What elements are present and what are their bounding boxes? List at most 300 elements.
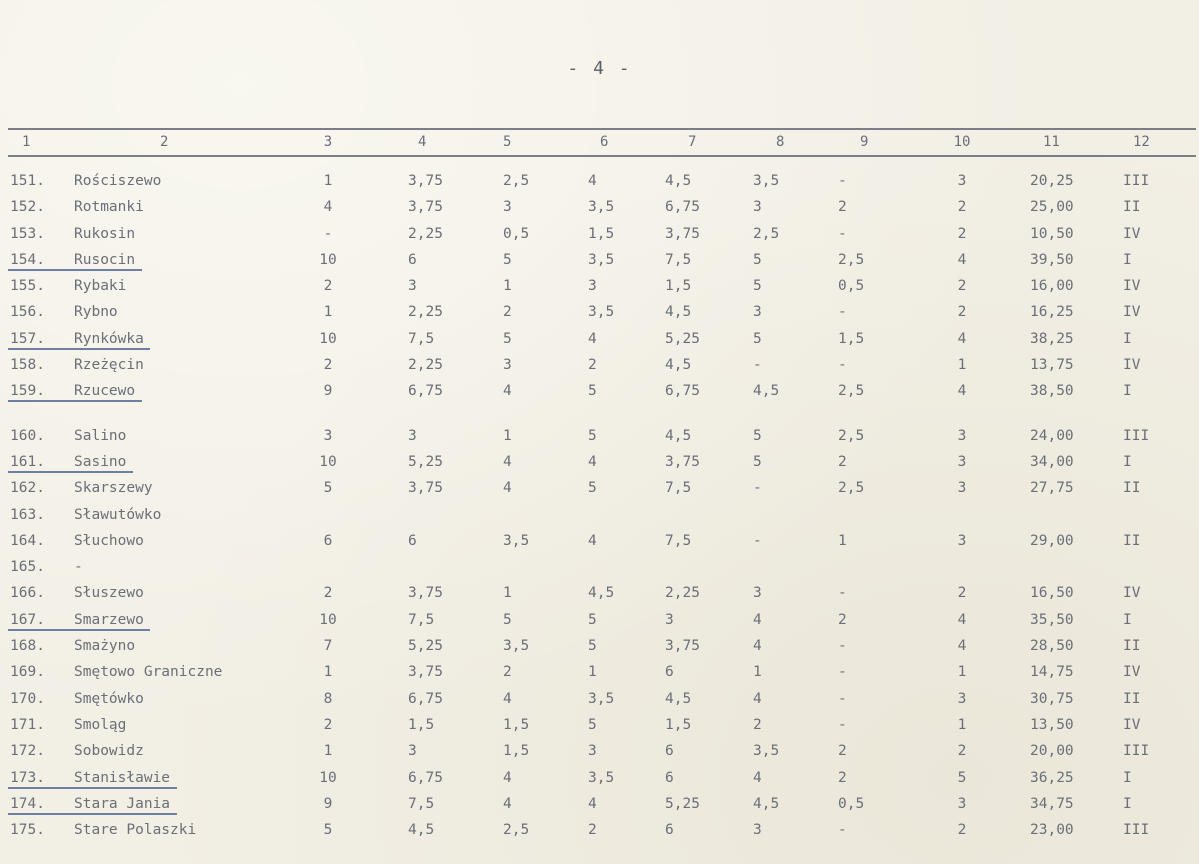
page-number: - 4 - bbox=[567, 58, 632, 79]
col-4-value: 6 bbox=[408, 532, 417, 549]
table-row bbox=[8, 352, 1196, 378]
row-number: 160. bbox=[10, 427, 45, 444]
col-4-value: 3,75 bbox=[408, 199, 443, 216]
table-row bbox=[8, 194, 1196, 220]
table-row bbox=[8, 738, 1196, 764]
category-value: I bbox=[1123, 453, 1132, 470]
col-3-value: 5 bbox=[323, 480, 333, 497]
col-9-value: - bbox=[838, 173, 847, 189]
column-header-11: 11 bbox=[1043, 134, 1060, 150]
col-4-value: 1,5 bbox=[408, 716, 435, 733]
col-5-value: 4 bbox=[503, 453, 512, 470]
place-name: Sasino bbox=[74, 453, 127, 470]
col-8-value: 3 bbox=[753, 585, 762, 602]
table-row bbox=[8, 168, 1196, 194]
total-value: 24,00 bbox=[1030, 427, 1074, 444]
col-9-value: 1 bbox=[838, 532, 847, 549]
col-9-value: - bbox=[838, 585, 847, 602]
row-number: 174. bbox=[10, 795, 45, 812]
col-7-value: 1,5 bbox=[665, 278, 692, 295]
category-value: IV bbox=[1123, 716, 1141, 733]
row-underline bbox=[8, 269, 142, 271]
col-6-value: 3,5 bbox=[588, 690, 615, 707]
col-10-value: 4 bbox=[957, 638, 967, 655]
col-3-value: 2 bbox=[323, 278, 333, 295]
col-10-value: 1 bbox=[957, 357, 967, 374]
column-header-1: 1 bbox=[22, 134, 31, 150]
col-9-value: - bbox=[838, 225, 847, 242]
table-top-rule bbox=[8, 128, 1196, 130]
table-row bbox=[8, 423, 1196, 449]
category-value: IV bbox=[1123, 664, 1141, 681]
col-7-value: 7,5 bbox=[665, 532, 692, 549]
category-value: IV bbox=[1123, 225, 1141, 242]
col-3-value: 6 bbox=[323, 532, 333, 549]
col-8-value: - bbox=[753, 480, 762, 497]
col-10-value: 3 bbox=[957, 795, 967, 812]
col-4-value: 3 bbox=[408, 427, 417, 444]
col-8-value: 5 bbox=[753, 251, 762, 268]
col-4-value: 7,5 bbox=[408, 330, 435, 347]
total-value: 34,75 bbox=[1030, 795, 1074, 812]
col-4-value: 3 bbox=[408, 278, 417, 295]
col-6-value: 5 bbox=[588, 611, 597, 628]
col-8-value: 3,5 bbox=[753, 743, 780, 760]
col-5-value: 2,5 bbox=[503, 822, 530, 839]
column-header-7: 7 bbox=[688, 134, 697, 150]
total-value: 27,75 bbox=[1030, 480, 1074, 497]
total-value: 34,00 bbox=[1030, 453, 1074, 470]
column-header-3: 3 bbox=[323, 134, 333, 150]
col-9-value: 2 bbox=[838, 453, 847, 470]
col-7-value: 7,5 bbox=[665, 251, 692, 268]
total-value: 16,00 bbox=[1030, 278, 1074, 295]
col-3-value: 1 bbox=[323, 304, 333, 321]
place-name: Rynkówka bbox=[74, 330, 144, 347]
table-row bbox=[8, 528, 1196, 554]
table-row bbox=[8, 659, 1196, 685]
category-value: II bbox=[1123, 532, 1141, 549]
col-3-value: 2 bbox=[323, 357, 333, 374]
col-7-value: 3,75 bbox=[665, 453, 700, 470]
col-6-value: 2 bbox=[588, 357, 597, 374]
col-3-value: 4 bbox=[323, 199, 333, 216]
col-3-value: 10 bbox=[319, 330, 337, 347]
column-header-9: 9 bbox=[860, 134, 869, 150]
place-name: Rukosin bbox=[74, 225, 136, 242]
col-4-value: 3 bbox=[408, 743, 417, 760]
col-5-value: 2 bbox=[503, 304, 512, 321]
col-9-value: - bbox=[838, 716, 847, 733]
col-4-value: 3,75 bbox=[408, 173, 443, 189]
col-3-value: - bbox=[323, 225, 333, 242]
total-value: 10,50 bbox=[1030, 225, 1074, 242]
total-value: 13,50 bbox=[1030, 716, 1074, 733]
col-7-value: 6,75 bbox=[665, 383, 700, 400]
col-8-value: 4,5 bbox=[753, 795, 780, 812]
table-row bbox=[8, 247, 1196, 273]
col-4-value: 7,5 bbox=[408, 611, 435, 628]
col-9-value: 2,5 bbox=[838, 480, 865, 497]
column-header-5: 5 bbox=[503, 134, 512, 150]
col-8-value: 3 bbox=[753, 822, 762, 839]
place-name: Słuszewo bbox=[74, 585, 144, 602]
col-4-value: 3,75 bbox=[408, 664, 443, 681]
col-5-value: 4 bbox=[503, 383, 512, 400]
col-10-value: 5 bbox=[957, 769, 967, 786]
row-underline bbox=[8, 471, 133, 473]
col-3-value: 10 bbox=[319, 611, 337, 628]
col-9-value: - bbox=[838, 664, 847, 681]
col-5-value: 2,5 bbox=[503, 173, 530, 189]
col-7-value: 3,75 bbox=[665, 225, 700, 242]
table-row bbox=[8, 378, 1196, 404]
col-3-value: 2 bbox=[323, 716, 333, 733]
column-header-4: 4 bbox=[418, 134, 427, 150]
col-5-value: 0,5 bbox=[503, 225, 530, 242]
col-3-value: 9 bbox=[323, 383, 333, 400]
col-4-value: 5,25 bbox=[408, 453, 443, 470]
col-10-value: 4 bbox=[957, 330, 967, 347]
place-name: Rusocin bbox=[74, 251, 136, 268]
col-7-value: 6 bbox=[665, 822, 674, 839]
col-10-value: 2 bbox=[957, 304, 967, 321]
col-6-value: 3,5 bbox=[588, 304, 615, 321]
row-number: 164. bbox=[10, 532, 45, 549]
col-9-value: - bbox=[838, 357, 847, 374]
col-4-value: 6,75 bbox=[408, 690, 443, 707]
col-7-value: 6 bbox=[665, 769, 674, 786]
col-9-value: 2,5 bbox=[838, 427, 865, 444]
col-5-value: 4 bbox=[503, 480, 512, 497]
row-number: 172. bbox=[10, 743, 45, 760]
table-header-rule bbox=[8, 155, 1196, 157]
col-8-value: 3,5 bbox=[753, 173, 780, 189]
col-10-value: 2 bbox=[957, 199, 967, 216]
col-3-value: 2 bbox=[323, 585, 333, 602]
row-number: 175. bbox=[10, 822, 45, 839]
row-underline bbox=[8, 629, 150, 631]
col-9-value: 2,5 bbox=[838, 383, 865, 400]
place-name: Stanisławie bbox=[74, 769, 171, 786]
col-8-value: 3 bbox=[753, 304, 762, 321]
col-5-value: 1,5 bbox=[503, 743, 530, 760]
col-9-value: 2,5 bbox=[838, 251, 865, 268]
col-9-value: 2 bbox=[838, 743, 847, 760]
category-value: II bbox=[1123, 690, 1141, 707]
table-row bbox=[8, 686, 1196, 712]
col-10-value: 4 bbox=[957, 383, 967, 400]
total-value: 16,50 bbox=[1030, 585, 1074, 602]
col-7-value: 6,75 bbox=[665, 199, 700, 216]
col-6-value: 5 bbox=[588, 427, 597, 444]
total-value: 35,50 bbox=[1030, 611, 1074, 628]
row-underline bbox=[8, 348, 150, 350]
col-4-value: 3,75 bbox=[408, 585, 443, 602]
col-7-value: 3 bbox=[665, 611, 674, 628]
col-6-value: 1,5 bbox=[588, 225, 615, 242]
table-row bbox=[8, 607, 1196, 633]
column-header-10: 10 bbox=[953, 134, 971, 150]
column-header-12: 12 bbox=[1133, 134, 1150, 150]
col-6-value: 4 bbox=[588, 330, 597, 347]
category-value: I bbox=[1123, 795, 1132, 812]
col-7-value: 5,25 bbox=[665, 795, 700, 812]
col-10-value: 1 bbox=[957, 716, 967, 733]
col-6-value: 4 bbox=[588, 532, 597, 549]
table-row bbox=[8, 765, 1196, 791]
row-number: 157. bbox=[10, 330, 45, 347]
col-3-value: 10 bbox=[319, 769, 337, 786]
col-8-value: 3 bbox=[753, 199, 762, 216]
row-number: 155. bbox=[10, 278, 45, 295]
place-name: Słuchowo bbox=[74, 532, 144, 549]
col-8-value: - bbox=[753, 357, 762, 374]
category-value: III bbox=[1123, 743, 1150, 760]
col-8-value: 4 bbox=[753, 769, 762, 786]
col-3-value: 5 bbox=[323, 822, 333, 839]
category-value: I bbox=[1123, 769, 1132, 786]
col-3-value: 10 bbox=[319, 251, 337, 268]
col-3-value: 10 bbox=[319, 453, 337, 470]
table-row bbox=[8, 221, 1196, 247]
place-name: Stare Polaszki bbox=[74, 822, 197, 839]
col-5-value: 4 bbox=[503, 795, 512, 812]
total-value: 39,50 bbox=[1030, 251, 1074, 268]
total-value: 20,00 bbox=[1030, 743, 1074, 760]
category-value: IV bbox=[1123, 357, 1141, 374]
category-value: I bbox=[1123, 330, 1132, 347]
col-6-value: 3 bbox=[588, 278, 597, 295]
col-6-value: 4 bbox=[588, 173, 597, 189]
table-row bbox=[8, 580, 1196, 606]
col-10-value: 3 bbox=[957, 427, 967, 444]
col-6-value: 5 bbox=[588, 480, 597, 497]
col-3-value: 1 bbox=[323, 173, 333, 189]
row-number: 169. bbox=[10, 664, 45, 681]
total-value: 38,50 bbox=[1030, 383, 1074, 400]
col-4-value: 2,25 bbox=[408, 225, 443, 242]
col-4-value: 2,25 bbox=[408, 304, 443, 321]
category-value: III bbox=[1123, 822, 1150, 839]
col-7-value: 6 bbox=[665, 743, 674, 760]
col-5-value: 1 bbox=[503, 585, 512, 602]
col-6-value: 3,5 bbox=[588, 769, 615, 786]
col-9-value: - bbox=[838, 690, 847, 707]
col-6-value: 3,5 bbox=[588, 251, 615, 268]
col-6-value: 2 bbox=[588, 822, 597, 839]
category-value: I bbox=[1123, 611, 1132, 628]
place-name: Smoląg bbox=[74, 716, 127, 733]
category-value: II bbox=[1123, 480, 1141, 497]
row-underline bbox=[8, 400, 142, 402]
place-name: - bbox=[74, 559, 83, 576]
category-value: IV bbox=[1123, 304, 1141, 321]
total-value: 13,75 bbox=[1030, 357, 1074, 374]
place-name: Salino bbox=[74, 427, 127, 444]
col-6-value: 4,5 bbox=[588, 585, 615, 602]
col-10-value: 3 bbox=[957, 532, 967, 549]
col-5-value: 5 bbox=[503, 611, 512, 628]
col-10-value: 2 bbox=[957, 585, 967, 602]
row-number: 152. bbox=[10, 199, 45, 216]
col-4-value: 4,5 bbox=[408, 822, 435, 839]
col-4-value: 6 bbox=[408, 251, 417, 268]
place-name: Rybno bbox=[74, 304, 118, 321]
col-9-value: 2 bbox=[838, 769, 847, 786]
table-row bbox=[8, 712, 1196, 738]
total-value: 20,25 bbox=[1030, 173, 1074, 189]
table-row bbox=[8, 326, 1196, 352]
col-7-value: 4,5 bbox=[665, 690, 692, 707]
table-row bbox=[8, 449, 1196, 475]
col-5-value: 1,5 bbox=[503, 716, 530, 733]
total-value: 38,25 bbox=[1030, 330, 1074, 347]
place-name: Rzeżęcin bbox=[74, 357, 144, 374]
place-name: Rybaki bbox=[74, 278, 127, 295]
total-value: 30,75 bbox=[1030, 690, 1074, 707]
category-value: I bbox=[1123, 383, 1132, 400]
table-row bbox=[8, 273, 1196, 299]
col-5-value: 3 bbox=[503, 357, 512, 374]
row-number: 167. bbox=[10, 611, 45, 628]
place-name: Rotmanki bbox=[74, 199, 144, 216]
col-6-value: 4 bbox=[588, 453, 597, 470]
col-10-value: 4 bbox=[957, 251, 967, 268]
col-4-value: 6,75 bbox=[408, 383, 443, 400]
col-5-value: 5 bbox=[503, 251, 512, 268]
col-8-value: 2 bbox=[753, 716, 762, 733]
col-8-value: 4 bbox=[753, 611, 762, 628]
table-row bbox=[8, 554, 1196, 580]
category-value: II bbox=[1123, 199, 1141, 216]
col-3-value: 3 bbox=[323, 427, 333, 444]
row-underline bbox=[8, 787, 177, 789]
col-7-value: 7,5 bbox=[665, 480, 692, 497]
table-body bbox=[8, 168, 1196, 843]
total-value: 29,00 bbox=[1030, 532, 1074, 549]
place-name: Smarzewo bbox=[74, 611, 144, 628]
row-number: 159. bbox=[10, 383, 45, 400]
column-header-2: 2 bbox=[160, 134, 169, 150]
col-8-value: 5 bbox=[753, 453, 762, 470]
place-name: Rzucewo bbox=[74, 383, 136, 400]
row-number: 168. bbox=[10, 638, 45, 655]
table-row bbox=[8, 633, 1196, 659]
col-8-value: - bbox=[753, 532, 762, 549]
place-name: Rościszewo bbox=[74, 173, 162, 189]
place-name: Stara Jania bbox=[74, 795, 171, 812]
col-10-value: 1 bbox=[957, 664, 967, 681]
col-4-value: 6,75 bbox=[408, 769, 443, 786]
category-value: III bbox=[1123, 427, 1150, 444]
row-underline bbox=[8, 813, 177, 815]
col-5-value: 3 bbox=[503, 199, 512, 216]
row-number: 156. bbox=[10, 304, 45, 321]
row-number: 163. bbox=[10, 506, 45, 523]
col-9-value: - bbox=[838, 304, 847, 321]
place-name: Smętówko bbox=[74, 690, 144, 707]
place-name: Sobowidz bbox=[74, 743, 144, 760]
row-number: 173. bbox=[10, 769, 45, 786]
row-number: 153. bbox=[10, 225, 45, 242]
col-6-value: 1 bbox=[588, 664, 597, 681]
col-4-value: 5,25 bbox=[408, 638, 443, 655]
col-6-value: 3,5 bbox=[588, 199, 615, 216]
row-number: 151. bbox=[10, 173, 45, 189]
table-row bbox=[8, 299, 1196, 325]
col-8-value: 4 bbox=[753, 638, 762, 655]
col-5-value: 3,5 bbox=[503, 532, 530, 549]
col-6-value: 4 bbox=[588, 795, 597, 812]
col-8-value: 2,5 bbox=[753, 225, 780, 242]
category-value: IV bbox=[1123, 278, 1141, 295]
row-number: 165. bbox=[10, 559, 45, 576]
col-8-value: 5 bbox=[753, 427, 762, 444]
col-7-value: 1,5 bbox=[665, 716, 692, 733]
total-value: 14,75 bbox=[1030, 664, 1074, 681]
place-name: Smętowo Graniczne bbox=[74, 664, 223, 681]
col-6-value: 5 bbox=[588, 383, 597, 400]
col-10-value: 3 bbox=[957, 453, 967, 470]
col-5-value: 3,5 bbox=[503, 638, 530, 655]
col-7-value: 6 bbox=[665, 664, 674, 681]
col-7-value: 2,25 bbox=[665, 585, 700, 602]
col-10-value: 2 bbox=[957, 278, 967, 295]
col-7-value: 4,5 bbox=[665, 304, 692, 321]
category-value: IV bbox=[1123, 585, 1141, 602]
col-6-value: 3 bbox=[588, 743, 597, 760]
col-9-value: 0,5 bbox=[838, 795, 865, 812]
col-9-value: 0,5 bbox=[838, 278, 865, 295]
col-8-value: 4,5 bbox=[753, 383, 780, 400]
col-10-value: 3 bbox=[957, 480, 967, 497]
table-row bbox=[8, 475, 1196, 501]
col-9-value: - bbox=[838, 822, 847, 839]
col-10-value: 2 bbox=[957, 225, 967, 242]
total-value: 23,00 bbox=[1030, 822, 1074, 839]
col-7-value: 5,25 bbox=[665, 330, 700, 347]
place-name: Sławutówko bbox=[74, 506, 162, 523]
row-number: 154. bbox=[10, 251, 45, 268]
row-number: 162. bbox=[10, 480, 45, 497]
col-5-value: 1 bbox=[503, 278, 512, 295]
table-row bbox=[8, 817, 1196, 843]
row-number: 171. bbox=[10, 716, 45, 733]
col-5-value: 2 bbox=[503, 664, 512, 681]
col-10-value: 2 bbox=[957, 822, 967, 839]
row-number: 161. bbox=[10, 453, 45, 470]
column-header-8: 8 bbox=[776, 134, 785, 150]
col-5-value: 4 bbox=[503, 690, 512, 707]
col-6-value: 5 bbox=[588, 638, 597, 655]
table-row bbox=[8, 791, 1196, 817]
place-name: Skarszewy bbox=[74, 480, 153, 497]
col-8-value: 1 bbox=[753, 664, 762, 681]
col-9-value: 2 bbox=[838, 199, 847, 216]
category-value: I bbox=[1123, 251, 1132, 268]
col-10-value: 3 bbox=[957, 690, 967, 707]
col-8-value: 5 bbox=[753, 330, 762, 347]
col-10-value: 2 bbox=[957, 743, 967, 760]
column-header-6: 6 bbox=[600, 134, 609, 150]
total-value: 16,25 bbox=[1030, 304, 1074, 321]
place-name: Smażyno bbox=[74, 638, 136, 655]
col-5-value: 4 bbox=[503, 769, 512, 786]
col-7-value: 4,5 bbox=[665, 357, 692, 374]
col-7-value: 4,5 bbox=[665, 427, 692, 444]
col-9-value: 1,5 bbox=[838, 330, 865, 347]
